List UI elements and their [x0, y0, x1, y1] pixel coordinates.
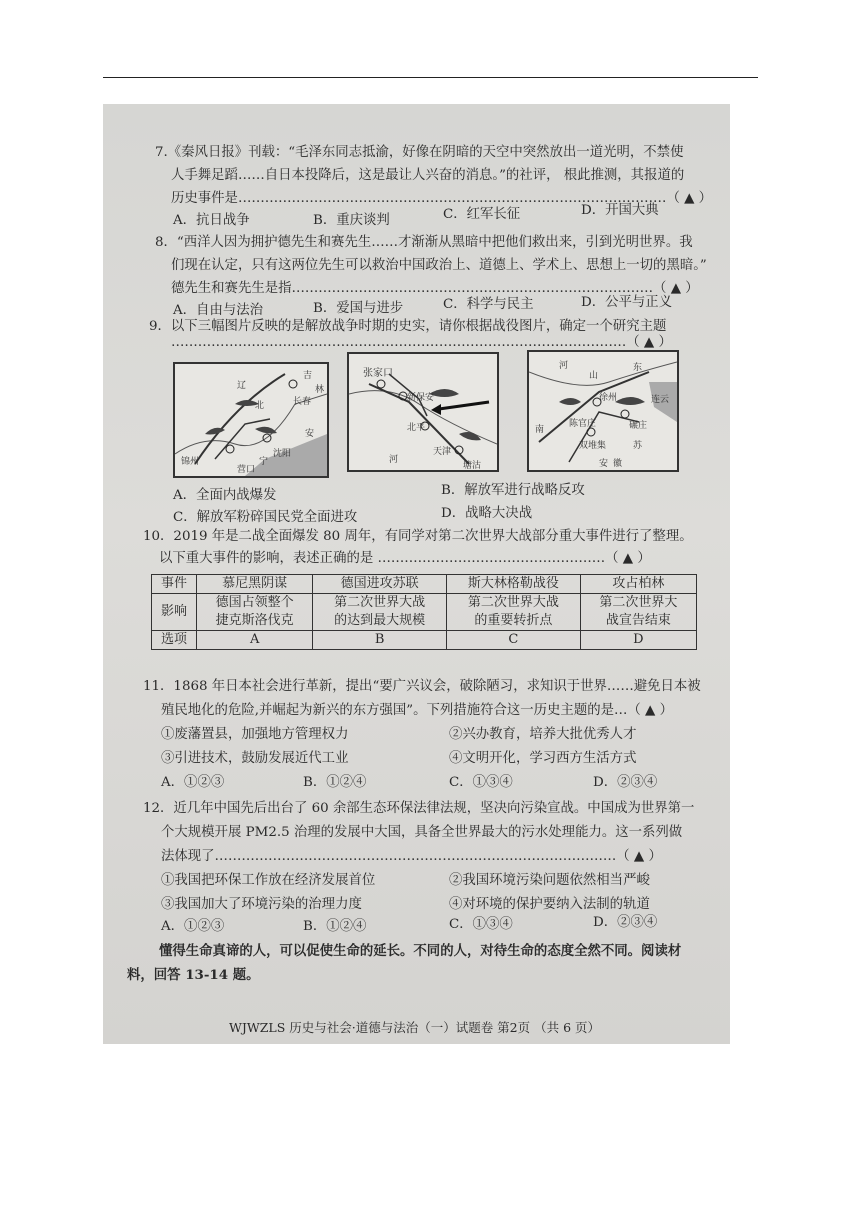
- effect-c-l2: 的重要转折点: [474, 613, 553, 628]
- map3-label-3: 东: [633, 363, 643, 373]
- q7-option-a: A．抗日战争: [173, 213, 250, 228]
- map1-label-7: 沈阳: [273, 449, 292, 459]
- map2-label-3: 北平: [407, 423, 426, 433]
- q11-line2: 殖民地化的危险,并崛起为新兴的东方强国”。下列措施符合这一历史主题的是…（ ▲ ）: [161, 703, 673, 718]
- q12-option-2: ②我国环境污染问题依然相当严峻: [449, 873, 650, 888]
- intro-line2: 料，回答 13-14 题。: [127, 967, 260, 983]
- q12-choice-d: D．②③④: [593, 915, 658, 930]
- exam-page-photo: [103, 104, 730, 1044]
- table-row-effects: [152, 594, 697, 631]
- map2-label-6: 河: [389, 455, 399, 465]
- q12-choice-b: B．①②④: [303, 919, 367, 934]
- map3-label-4: 徐州: [599, 393, 618, 403]
- q12-line2: 个大规模开展 PM2.5 治理的发展中大国，具备全世界最大的污水处理能力。这一系列做: [161, 825, 683, 840]
- q7-option-d: D．开国大典: [581, 203, 659, 218]
- q7-option-b: B．重庆谈判: [313, 213, 390, 228]
- map2-label-2: 新保安: [407, 393, 435, 403]
- map2-label-4: 天津: [433, 447, 452, 457]
- q11-option-2: ②兴办教育，培养大批优秀人才: [449, 727, 637, 742]
- map3-label-6: 陈官庄: [569, 419, 597, 429]
- table-cell: 选项: [152, 631, 197, 650]
- effect-a-l2: 捷克斯洛伐克: [215, 613, 294, 628]
- table-cell: C: [446, 631, 580, 650]
- table-cell: 影响: [152, 594, 197, 631]
- effect-b-l2: 的达到最大规模: [334, 613, 426, 628]
- effect-d-l2: 战宣告结束: [605, 613, 671, 628]
- effect-b-l1: 第二次世界大战: [334, 595, 426, 610]
- map2-label-5: 塘沽: [463, 461, 482, 471]
- q12-choice-c: C．①③④: [449, 917, 513, 932]
- table-row-events: [152, 575, 697, 594]
- map3-label-11: 徽: [613, 459, 623, 469]
- q12-option-1: ①我国把环保工作放在经济发展首位: [161, 873, 376, 888]
- q8-option-b: B．爱国与进步: [313, 301, 404, 316]
- q9-line1: 9．以下三幅图片反映的是解放战争时期的史实，请你根据战役图片，确定一个研究主题: [149, 319, 667, 334]
- q12-option-4: ④对环境的保护要纳入法制的轨道: [449, 897, 650, 912]
- table-cell: [446, 594, 580, 631]
- table-cell: 德国进攻苏联: [313, 575, 447, 594]
- q7-line3: 历史事件是……………………………………………………………………………………（ ▲ ）: [171, 191, 713, 206]
- map1-label-1: 辽: [237, 381, 247, 391]
- q11-option-1: ①废藩置县，加强地方管理权力: [161, 727, 349, 742]
- effect-c-l1: 第二次世界大战: [467, 595, 559, 610]
- intro-line1: 懂得生命真谛的人，可以促使生命的延长。不同的人，对待生命的态度全然不同。阅读材: [159, 943, 682, 959]
- page-footer: WJWZLS 历史与社会·道德与法治（一）试题卷 第2页 （共 6 页）: [229, 1020, 601, 1035]
- q11-choice-a: A．①②③: [161, 775, 225, 790]
- q8-option-c: C．科学与民主: [443, 297, 534, 312]
- map1-label-5: 长春: [293, 397, 312, 407]
- map3-label-2: 山: [589, 371, 599, 381]
- q10-line2: 以下重大事件的影响，表述正确的是 ……………………………………………（ ▲ ）: [159, 551, 651, 566]
- q9-option-b: B．解放军进行战略反攻: [441, 483, 585, 498]
- battle-map-liaoshen: [173, 362, 329, 478]
- map3-label-10: 安: [599, 459, 609, 469]
- table-cell: B: [313, 631, 447, 650]
- table-cell: [197, 594, 313, 631]
- map3-label-7: 碾庄: [629, 421, 648, 431]
- q11-line1: 11．1868 年日本社会进行革新，提出“要广兴议会，破除陋习，求知识于世界……避免日本被: [143, 679, 701, 694]
- events-table: [151, 574, 697, 650]
- map1-label-2: 北: [255, 401, 265, 411]
- map1-label-4: 林: [315, 385, 325, 395]
- map1-label-6: 锦州: [181, 457, 200, 467]
- map1-label-3: 吉: [303, 371, 313, 381]
- q12-line3: 法体现了………………………………………………………………………………（ ▲ ）: [161, 849, 662, 864]
- map1-label-10: 安: [305, 429, 315, 439]
- map3-label-12: 连云: [651, 395, 670, 405]
- q10-line1: 10．2019 年是二战全面爆发 80 周年，有同学对第二次世界大战部分重大事件进行了整理。: [143, 529, 693, 544]
- q7-option-c: C．红军长征: [443, 207, 521, 222]
- map1-label-8: 营口: [237, 465, 256, 475]
- q8-line3: 德先生和赛先生是指………………………………………………………………………（ ▲ ）: [171, 281, 699, 296]
- battle-map-huaihai: [527, 350, 679, 472]
- q11-choice-b: B．①②④: [303, 775, 367, 790]
- q11-choice-d: D．②③④: [593, 775, 658, 790]
- map1-label-9: 宁: [259, 457, 269, 467]
- q12-line1: 12．近几年中国先后出台了 60 余部生态环保法律法规，坚决向污染宣战。中国成为世界第一: [143, 801, 695, 816]
- table-cell: [580, 594, 696, 631]
- q11-option-4: ④文明开化，学习西方生活方式: [449, 751, 637, 766]
- q12-option-3: ③我国加大了环境污染的治理力度: [161, 897, 362, 912]
- q11-option-3: ③引进技术，鼓励发展近代工业: [161, 751, 349, 766]
- table-cell: [313, 594, 447, 631]
- map3-label-8: 双堆集: [579, 441, 607, 451]
- header-rule: [103, 77, 758, 78]
- q9-option-d: D．战略大决战: [441, 506, 533, 521]
- battle-map-pingjin: [347, 352, 499, 472]
- table-cell: 斯大林格勒战役: [446, 575, 580, 594]
- table-cell: 慕尼黑阴谋: [197, 575, 313, 594]
- q11-choice-c: C．①③④: [449, 775, 513, 790]
- map-huaihai-drawing: [529, 352, 677, 470]
- q8-option-a: A．自由与法治: [173, 303, 264, 318]
- map3-label-1: 河: [559, 361, 569, 371]
- map3-label-9: 苏: [633, 441, 643, 451]
- table-cell: 攻占柏林: [580, 575, 696, 594]
- table-cell: D: [580, 631, 696, 650]
- map3-label-5: 南: [535, 425, 545, 435]
- q7-line2: 人手舞足蹈……自日本投降后，这是最让人兴奋的消息。”的社评， 根此推测，其报道的: [171, 168, 685, 183]
- q7-line1: 7.《秦风日报》刊载：“毛泽东同志抵渝，好像在阴暗的天空中突然放出一道光明，不禁使: [155, 145, 684, 160]
- table-row-options: [152, 631, 697, 650]
- q9-line2: …………………………………………………………………………………………（ ▲ ）: [171, 335, 672, 350]
- table-cell: 事件: [152, 575, 197, 594]
- q8-line2: 们现在认定，只有这两位先生可以救治中国政治上、道德上、学术上、思想上一切的黑暗。”: [171, 258, 707, 273]
- q12-choice-a: A．①②③: [161, 919, 225, 934]
- map2-label-1: 张家口: [363, 368, 393, 379]
- q9-option-c: C．解放军粉碎国民党全面进攻: [173, 510, 358, 525]
- q8-line1: 8．“西洋人因为拥护德先生和赛先生……才渐渐从黑暗中把他们救出来，引到光明世界。我: [155, 235, 693, 250]
- effect-d-l1: 第二次世界大: [599, 595, 678, 610]
- effect-a-l1: 德国占领整个: [215, 595, 294, 610]
- q9-option-a: A．全面内战爆发: [173, 488, 277, 503]
- q8-option-d: D．公平与正义: [581, 295, 673, 310]
- table-cell: A: [197, 631, 313, 650]
